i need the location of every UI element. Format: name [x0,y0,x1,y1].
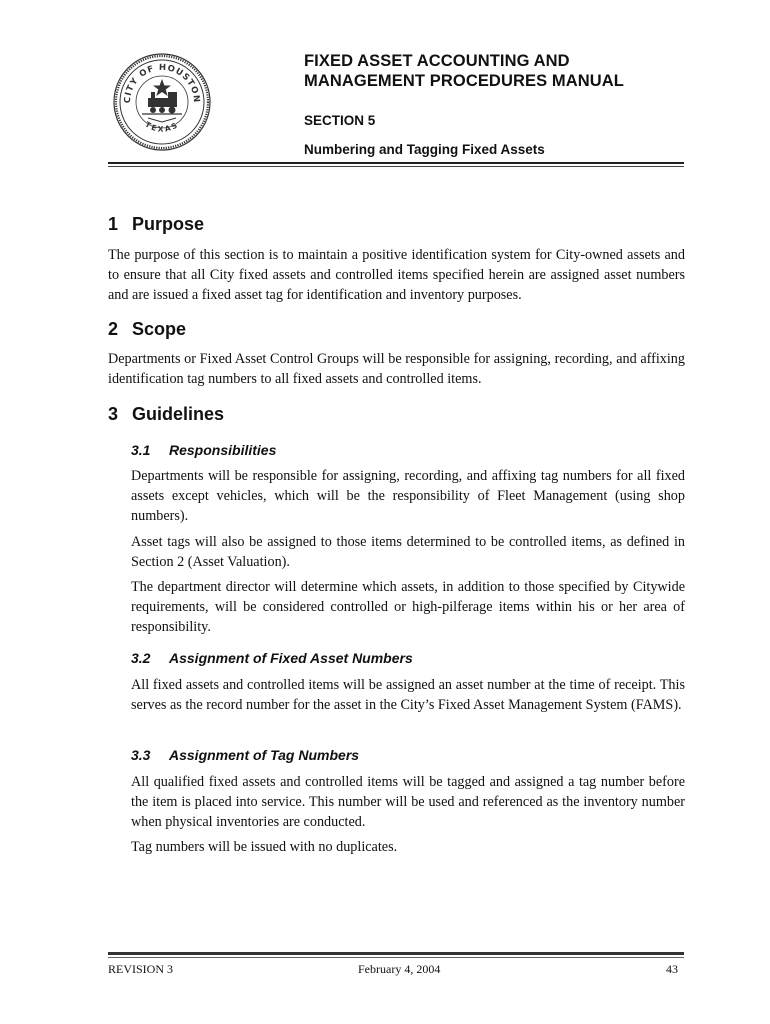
heading-purpose [108,214,204,235]
header-divider [108,162,684,164]
manual-title-line2: MANAGEMENT PROCEDURES MANUAL [304,72,624,90]
subheading-tag-numbers-title: Assignment of Tag Numbers [169,747,360,763]
heading-guidelines-number: 3 [108,404,119,424]
heading-purpose-title: Purpose [132,214,205,234]
footer-date: February 4, 2004 [358,962,441,976]
seal-top-text: CITY OF HOUSTON [122,62,202,104]
heading-guidelines-title: Guidelines [132,404,225,424]
header-divider-thin [108,166,684,167]
footer-divider [108,952,684,955]
manual-title [304,51,624,91]
responsibilities-paragraph-2: Asset tags will also be assigned to those items determined to be controlled items, as defined in Section 2 (Asset Valuation). [131,534,685,570]
subheading-responsibilities-title: Responsibilities [169,442,277,458]
purpose-paragraph: The purpose of this section is to maintain a positive identification system for City-owned assets and to ensure that all City fixed assets and controlled items specified herein are assigned asset numbers and are issued a fixed asset tag for identification and inventory purposes. [108,247,685,303]
footer-page-number: 43 [666,962,678,976]
footer-divider-thin [108,957,684,958]
scope-paragraph: Departments or Fixed Asset Control Groups will be responsible for assigning, recording, and affixing identification tag numbers to all fixed assets and controlled items. [108,351,685,387]
tag-numbers-paragraph-1: All qualified fixed assets and controlled items will be tagged and assigned a tag number before the item is placed into service. This number will be used and referenced as the inventory number when physical inventories are conducted. [131,774,685,830]
responsibilities-paragraph-1: Departments will be responsible for assigning, recording, and affixing tag numbers for all fixed assets except vehicles, which will be the responsibility of Fleet Management (using shop numbers). [131,468,685,524]
footer-revision: REVISION 3 [108,962,173,976]
heading-purpose-number: 1 [108,214,119,234]
section-label: SECTION 5 [304,113,376,128]
heading-guidelines [108,404,224,425]
subheading-asset-numbers-title: Assignment of Fixed Asset Numbers [169,650,413,666]
subheading-asset-numbers-number: 3.2 [131,650,151,666]
heading-scope [108,319,186,340]
subheading-tag-numbers-number: 3.3 [131,747,151,763]
heading-scope-number: 2 [108,319,119,339]
seal-bottom-text: TEXAS [143,119,181,134]
subheading-tag-numbers [131,747,359,763]
subheading-asset-numbers [131,650,413,666]
city-seal-icon [112,52,212,152]
asset-numbers-paragraph: All fixed assets and controlled items will be assigned an asset number at the time of receipt. This serves as the record number for the asset in the City’s Fixed Asset Management System (FAMS). [131,677,685,713]
heading-scope-title: Scope [132,319,187,339]
subheading-responsibilities-number: 3.1 [131,442,151,458]
subheading-responsibilities [131,442,276,458]
responsibilities-paragraph-3: The department director will determine which assets, in addition to those specified by Citywide requirements, will be considered controlled or high-pilferage items within his or her area of responsibility. [131,579,685,635]
manual-title-line1: FIXED ASSET ACCOUNTING AND [304,52,570,70]
tag-numbers-paragraph-2: Tag numbers will be issued with no duplicates. [131,839,398,855]
section-subtitle: Numbering and Tagging Fixed Assets [304,142,545,157]
